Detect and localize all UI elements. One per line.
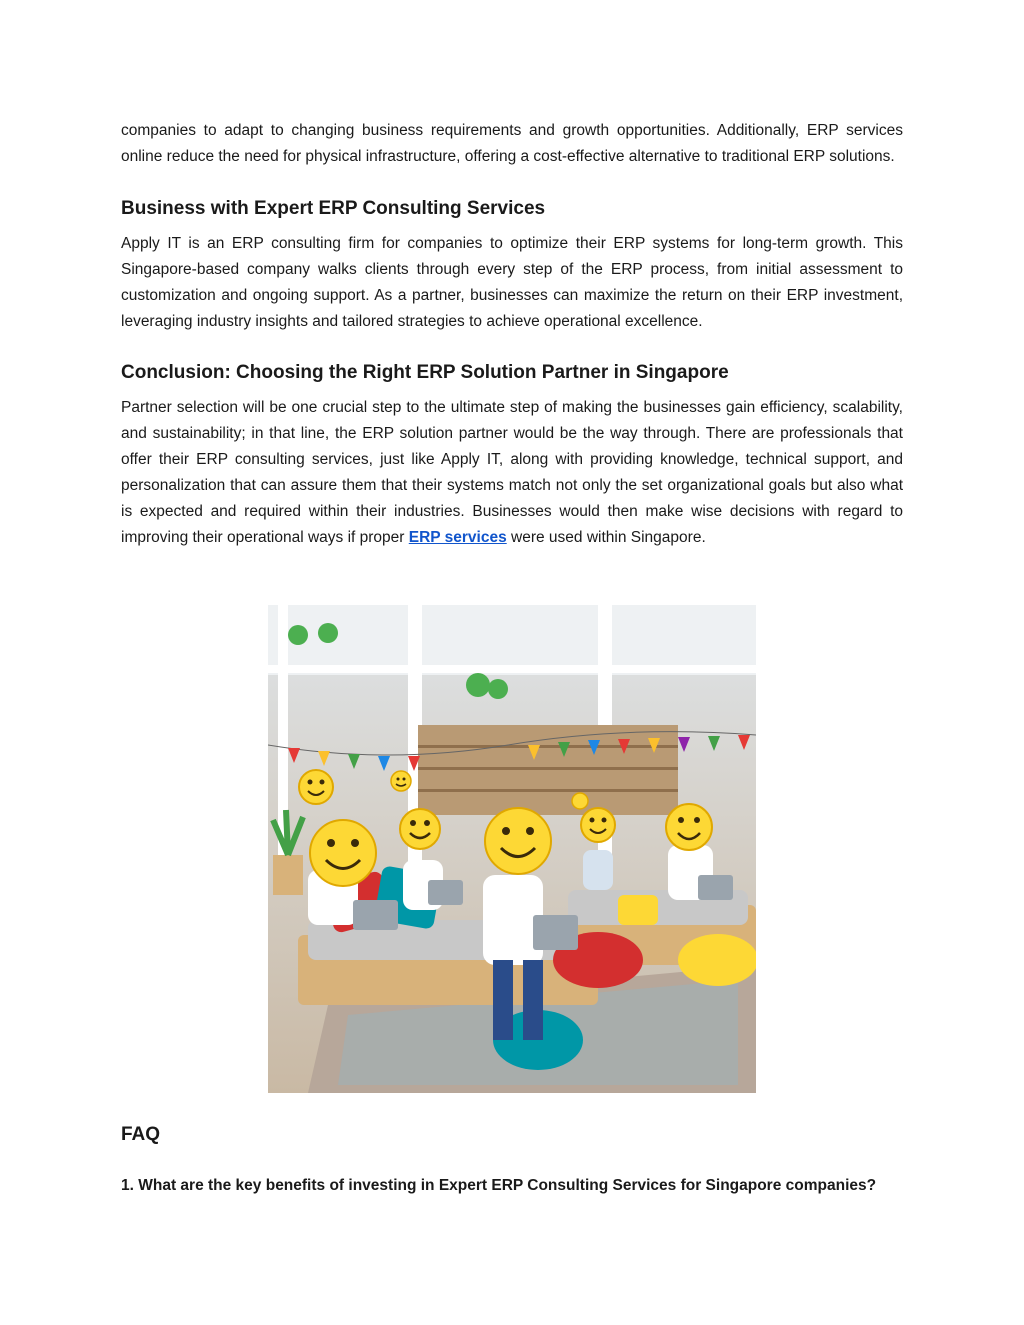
conclusion-text-after-link: were used within Singapore. [506,529,706,546]
document-body [121,118,903,551]
conclusion-heading: Conclusion: Choosing the Right ERP Solution Partner in Singapore [121,362,729,383]
business-heading: Business with Expert ERP Consulting Services [121,198,546,219]
conclusion-text-before-link: Partner selection will be one crucial step to the ultimate step of making the businesses gain efficiency, scalability, and sustainability; in that line, the ERP solution partner would be the way through. There are professionals that offer their ERP consulting services, just like Apply IT, along with providing knowledge, technical support, and personalization that can assure them that their systems match not only the set organizational goals but also what is expected and required within their industries. Businesses would then make wise decisions with regard to improving their operational ways if proper [121,399,903,546]
conclusion-paragraph [121,395,903,551]
erp-services-link[interactable]: ERP services [408,529,507,546]
business-paragraph: Apply IT is an ERP consulting firm for companies to optimize their ERP systems for long-term growth. This Singapore-based company walks clients through every step of the ERP process, from initial assessment to customization and ongoing support. As a partner, businesses can maximize the return on their ERP investment, leveraging industry insights and tailored strategies to achieve operational excellence. [121,235,903,330]
smiley-face-icon [310,820,376,886]
faq-heading: FAQ [121,1124,161,1145]
office-illustration [268,605,756,1093]
faq-question-1: 1. What are the key benefits of investing in Expert ERP Consulting Services for Singapore companies? [121,1177,877,1194]
intro-paragraph: companies to adapt to changing business requirements and growth opportunities. Additionally, ERP services online reduce the need for physical infrastructure, offering a cost-effective alternative to traditional ERP solutions. [121,122,903,165]
